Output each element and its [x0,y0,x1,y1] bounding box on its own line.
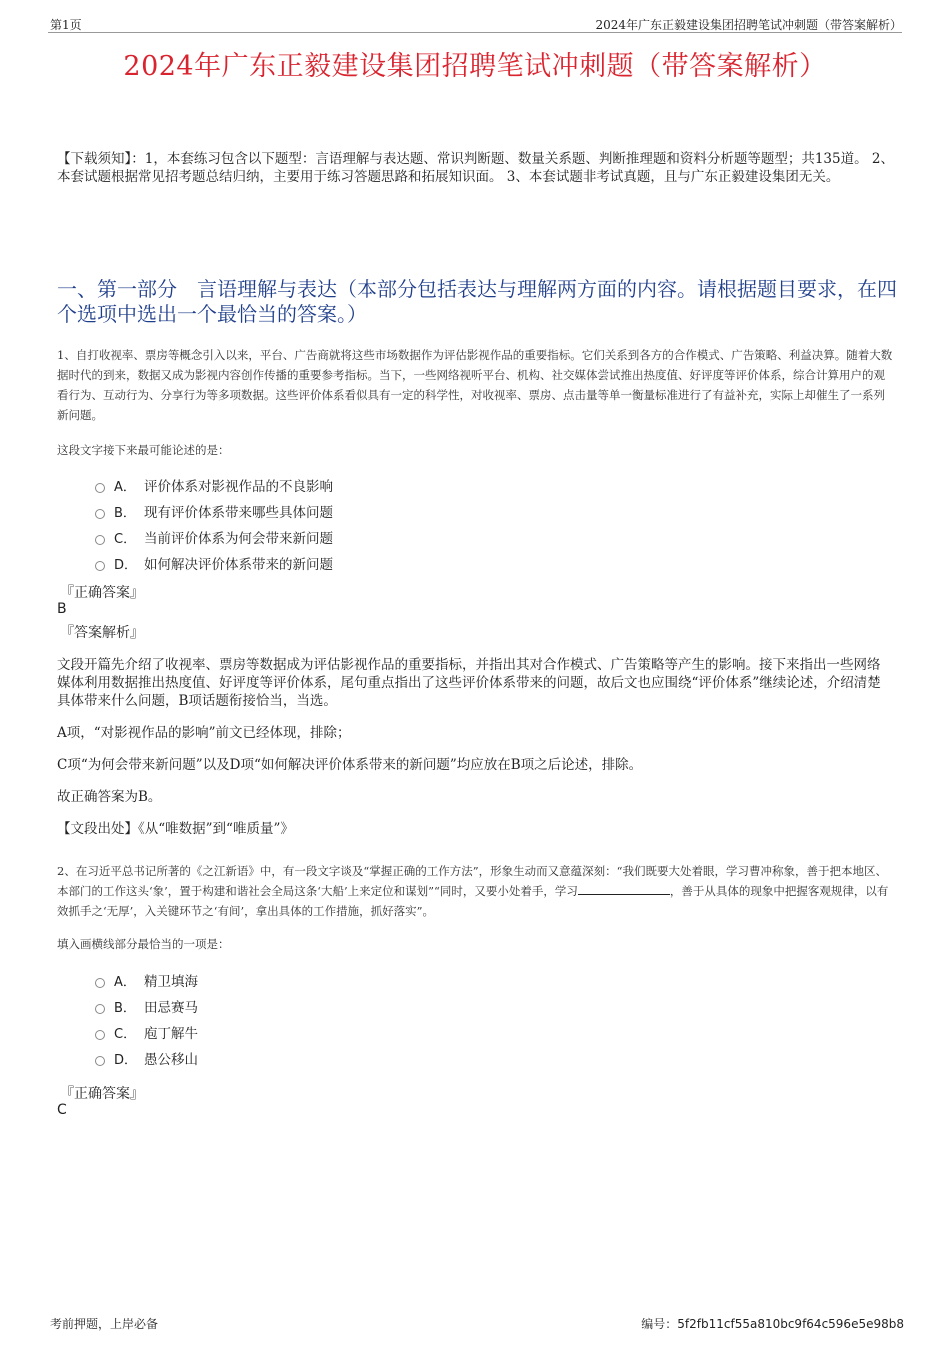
option-a[interactable]: A． 评价体系对影视作品的不良影响 [95,472,333,498]
analysis-paragraph: C项“为何会带来新问题”以及D项“如何解决评价体系带来的新问题”均应放在B项之后论述，排除。 [57,757,643,773]
option-d[interactable]: D． 愚公移山 [95,1045,198,1071]
radio-icon[interactable] [95,1056,105,1066]
header-page-number: 第1页 [50,18,82,32]
radio-icon[interactable] [95,1004,105,1014]
option-a[interactable]: A． 精卫填海 [95,967,198,993]
page-title: 2024年广东正毅建设集团招聘笔试冲刺题（带答案解析） [123,51,827,82]
footer-code: 编号：5f2fb11cf55a810bc9f64c596e5e98b8 [641,1317,904,1331]
option-b[interactable]: B． 田忌赛马 [95,993,198,1019]
question-2-options [95,967,198,1071]
question-2-answer: C [57,1102,67,1118]
analysis-paragraph: A项，“对影视作品的影响”前文已经体现，排除； [57,725,351,741]
question-1-answer: B [57,601,67,617]
header-doc-title: 2024年广东正毅建设集团招聘笔试冲刺题（带答案解析） [595,18,902,32]
section-title: 一、第一部分 言语理解与表达（本部分包括表达与理解两方面的内容。请根据题目要求，在四个选项中选出一个最恰当的答案。） [57,277,897,326]
radio-icon[interactable] [95,561,105,571]
option-c[interactable]: C． 当前评价体系为何会带来新问题 [95,524,333,550]
radio-icon[interactable] [95,509,105,519]
analysis-source: 【文段出处】《从“唯数据”到“唯质量”》 [57,821,294,837]
radio-icon[interactable] [95,978,105,988]
header-divider [48,32,902,33]
question-1-options [95,472,333,576]
radio-icon[interactable] [95,483,105,493]
option-b[interactable]: B． 现有评价体系带来哪些具体问题 [95,498,333,524]
footer-slogan: 考前押题，上岸必备 [50,1317,159,1331]
analysis-label: 『答案解析』 [60,625,144,641]
analysis-paragraph: 文段开篇先介绍了收视率、票房等数据成为评估影视作品的重要指标，并指出其对合作模式、广告策略等产生的影响。接下来指出一些网络媒体利用数据推出热度值、好评度等评价体系，尾句重点指出了这些评价体系带来的问题，故后文也应围绕“评价体系”继续论述，介绍清楚具体带来什么问题，B项话题衔接恰当，当选。 [57,657,881,709]
question-2-text: 2、在习近平总书记所著的《之江新语》中，有一段文字谈及“掌握正确的工作方法”，形象生动而又意蕴深刻：“我们既要大处着眼，学习曹冲称象，善于把本地区、本部门的工作这头‘象’，置于构建和谐社会全局这条‘大船’上来定位和谋划”“同时，又要小处着手，学习 ，善于从具体的现象中把握客观规律，以有效抓手之‘无厚’，入关键环节之‘有间’，拿出具体的工作措施，抓好落实”。 [57,864,889,918]
correct-answer-label: 『正确答案』 [60,1086,144,1102]
question-1-analysis [57,656,893,852]
analysis-paragraph: 故正确答案为B。 [57,789,162,805]
question-1-text: 1、自打收视率、票房等概念引入以来，平台、广告商就将这些市场数据作为评估影视作品的重要指标。它们关系到各方的合作模式、广告策略、利益决算。随着大数据时代的到来，数据又成为影视内容创作传播的重要参考指标。当下，一些网络视听平台、机构、社交媒体尝试推出热度值、好评度等评价体系，综合计算用户的观看行为、互动行为、分享行为等多项数据。这些评价体系看似具有一定的科学性，对收视率、票房、点击量等单一衡量标准进行了有益补充，实际上却催生了一系列新问题。 [57,348,893,422]
correct-answer-label: 『正确答案』 [60,585,144,601]
fill-blank [578,882,670,895]
option-d[interactable]: D． 如何解决评价体系带来的新问题 [95,550,333,576]
radio-icon[interactable] [95,535,105,545]
radio-icon[interactable] [95,1030,105,1040]
download-notice: 【下载须知】：1，本套练习包含以下题型：言语理解与表达题、常识判断题、数量关系题、判断推理题和资料分析题等题型；共135道。 2、本套试题根据常见招考题总结归纳，主要用于练习答题思路和拓展知识面。 3、本套试题非考试真题，且与广东正毅建设集团无关。 [57,151,894,185]
question-1-prompt: 这段文字接下来最可能论述的是： [57,443,230,457]
question-2-prompt: 填入画横线部分最恰当的一项是： [57,937,230,951]
option-c[interactable]: C． 庖丁解牛 [95,1019,198,1045]
